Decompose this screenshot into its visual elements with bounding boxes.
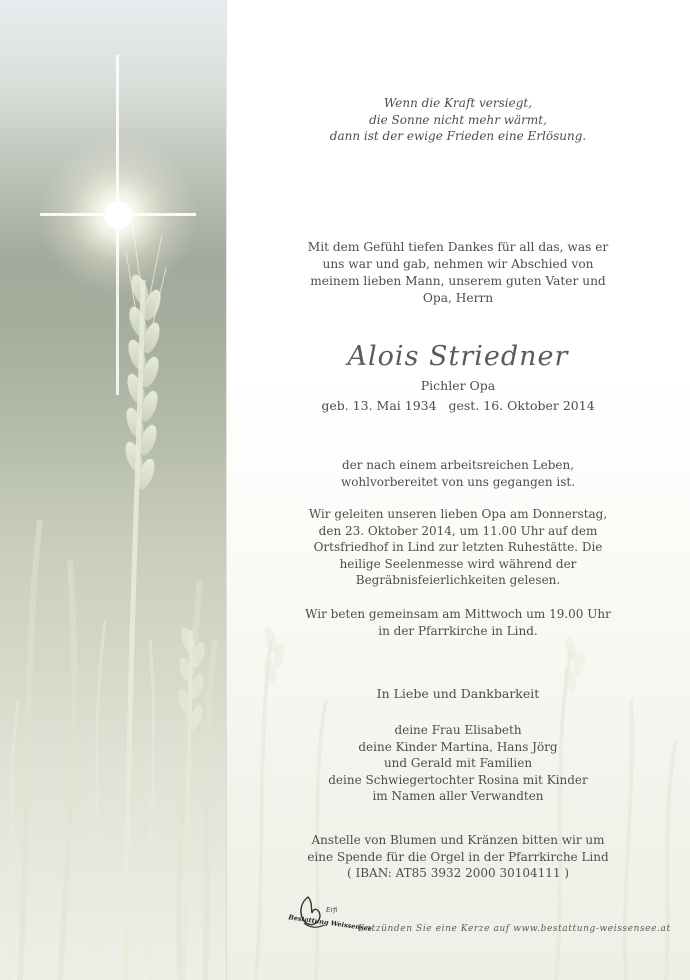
family-list bbox=[226, 722, 690, 805]
mass-text bbox=[226, 606, 690, 639]
life-line: wohlvorbereitet von uns gegangen ist. bbox=[340, 474, 576, 489]
family-line: und Gerald mit Familien bbox=[383, 756, 533, 770]
logo-main-text: Bestattung Weissensee bbox=[287, 913, 373, 933]
intro-line: meinem lieben Mann, unserem guten Vater und bbox=[310, 274, 606, 288]
funeral-line bbox=[226, 506, 690, 523]
life-line: der nach einem arbeitsreichen Leben, bbox=[341, 458, 575, 472]
life-text bbox=[226, 457, 690, 490]
deceased-name: Alois Striedner bbox=[347, 341, 569, 372]
family-line: deine Frau Elisabeth bbox=[394, 723, 522, 737]
logo-small-text: Erfi bbox=[326, 907, 338, 914]
intro-line: uns war und gab, nehmen wir Abschied von bbox=[322, 257, 594, 271]
poem bbox=[226, 95, 690, 145]
death-date: gest. 16. Oktober 2014 bbox=[448, 398, 595, 413]
mass-line: in der Pfarrkirche in Lind. bbox=[378, 623, 538, 638]
funeral-time: um 11.00 Uhr auf dem bbox=[455, 523, 598, 538]
funeral-line: heilige Seelenmesse wird während der bbox=[339, 556, 577, 571]
funeral-date: den 23. Oktober 2014, bbox=[318, 523, 456, 538]
poem-line: dann ist der ewige Frieden eine Erlösung. bbox=[329, 129, 587, 143]
obituary-text-column bbox=[226, 0, 690, 980]
donation-line: Anstelle von Blumen und Kränzen bitten wir um bbox=[311, 833, 605, 847]
wheat-photo-panel bbox=[0, 0, 226, 980]
donation-line: ( IBAN: AT85 3932 2000 30104111 ) bbox=[346, 866, 570, 880]
love-heading: In Liebe und Dankbarkeit bbox=[376, 686, 540, 701]
footer bbox=[286, 893, 686, 939]
mass-line: Wir beten gemeinsam am Mittwoch um 19.00 Uhr bbox=[305, 607, 611, 621]
funeral-line: Begräbnisfeierlichkeiten gelesen. bbox=[355, 573, 561, 587]
life-dates bbox=[226, 397, 690, 415]
funeral-prefix: Wir geleiten unseren lieben Opa am bbox=[308, 507, 533, 521]
poem-line: Wenn die Kraft versiegt, bbox=[383, 96, 533, 110]
donation-line: eine Spende für die Orgel in der Pfarrkirche Lind bbox=[307, 849, 609, 864]
intro-text bbox=[226, 239, 690, 307]
funeral-text bbox=[226, 506, 690, 589]
deceased-nickname: Pichler Opa bbox=[420, 378, 496, 393]
intro-line: Mit dem Gefühl tiefen Dankes für all das, was er bbox=[307, 240, 609, 254]
funeral-day: Donnerstag, bbox=[532, 507, 608, 521]
funeral-home-logo bbox=[286, 893, 373, 939]
candle-link[interactable]: Entzünden Sie eine Kerze auf www.bestattung-weissensee.at bbox=[358, 924, 671, 934]
wheat-illustration bbox=[0, 0, 226, 980]
family-line: deine Kinder Martina, Hans Jörg bbox=[358, 739, 558, 754]
funeral-line: Ortsfriedhof in Lind zur letzten Ruhestätte. Die bbox=[313, 540, 603, 554]
poem-line: die Sonne nicht mehr wärmt, bbox=[369, 112, 547, 127]
birth-date: geb. 13. Mai 1934 bbox=[321, 398, 437, 413]
family-line: im Namen aller Verwandten bbox=[372, 789, 544, 803]
funeral-line bbox=[226, 523, 690, 540]
donation-text bbox=[226, 832, 690, 882]
family-line: deine Schwiegertochter Rosina mit Kinder bbox=[328, 772, 588, 787]
intro-line: Opa, Herrn bbox=[422, 291, 494, 305]
